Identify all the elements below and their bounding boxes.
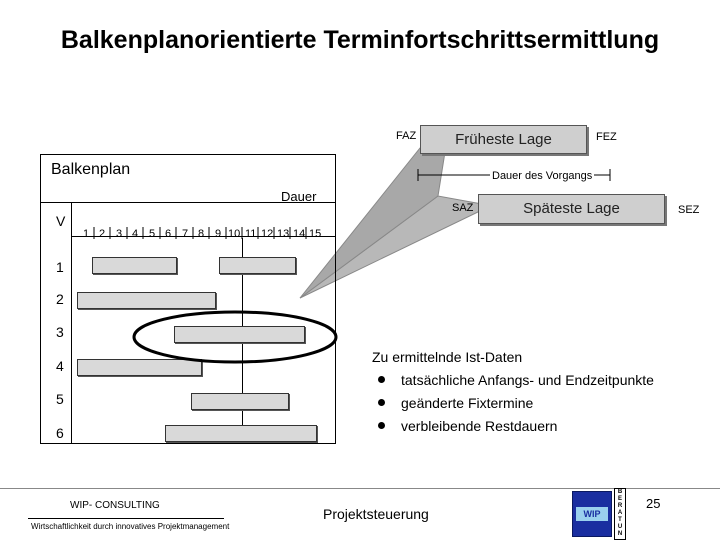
scale-tick: 5 [149, 228, 156, 240]
faz-label: FAZ [396, 130, 417, 142]
row-number: 6 [56, 425, 64, 441]
footer-tagline: Wirtschaftlichkeit durch innovatives Projektmanagement [31, 522, 230, 531]
task-bar-5 [191, 393, 289, 410]
scale-tick: 1 [83, 228, 90, 240]
scale-tick: 6 [165, 228, 172, 240]
logo-vertical-letters [614, 488, 626, 540]
row-number: 4 [56, 358, 64, 374]
legend-item-text: verbleibende Restdauern [401, 418, 558, 434]
footer-underline [28, 518, 224, 519]
task-bar-1b [219, 257, 296, 274]
logo-letter: T [618, 517, 622, 523]
saz-label: SAZ [452, 202, 474, 214]
legend-item-text: geänderte Fixtermine [401, 395, 534, 411]
footer-company: WIP- CONSULTING [70, 500, 160, 511]
scale-tick: 2 [99, 228, 106, 240]
logo-letter: B [617, 489, 623, 495]
logo-text: WIP [576, 507, 608, 521]
legend-item [372, 392, 654, 415]
task-bar-2 [77, 292, 216, 309]
scale-tick: 11 [245, 228, 257, 240]
scale-tick: 13 [277, 228, 290, 240]
logo-letter: U [617, 524, 623, 530]
bullet-icon [378, 376, 385, 383]
row-header-label: V [56, 213, 66, 229]
page-number: 25 [646, 496, 661, 511]
task-bar-1a [92, 257, 177, 274]
row-number: 5 [56, 391, 64, 407]
footer-divider [0, 488, 720, 489]
logo-letter: A [617, 510, 623, 516]
highlight-ellipse [130, 308, 340, 366]
row-number: 3 [56, 324, 64, 340]
logo-letter: N [617, 531, 623, 537]
row-number: 2 [56, 291, 64, 307]
scale-tick: 15 [309, 228, 322, 240]
latest-position-box [478, 194, 665, 224]
task-bar-6 [165, 425, 317, 442]
gantt-chart [40, 154, 336, 444]
gantt-duration-label: Dauer [281, 189, 317, 204]
legend-heading: Zu ermittelnde Ist-Daten [372, 349, 523, 365]
earliest-position-label: Früheste Lage [455, 131, 552, 148]
scale-tick: 4 [132, 228, 139, 240]
sez-label: SEZ [678, 204, 700, 216]
page-title: Balkenplanorientierte Terminfortschrittsermittlung [60, 26, 660, 54]
legend-item [372, 369, 654, 392]
scale-separators [41, 225, 335, 239]
legend [372, 346, 654, 438]
scale-tick: 9 [215, 228, 222, 240]
logo-letter: E [617, 496, 622, 502]
scale-tick: 8 [198, 228, 205, 240]
gantt-header [41, 155, 335, 203]
duration-label: Dauer des Vorgangs [492, 170, 593, 182]
legend-item-text: tatsächliche Anfangs- und Endzeitpunkte [401, 372, 654, 388]
wip-logo [572, 491, 612, 537]
bullet-icon [378, 422, 385, 429]
fez-label: FEZ [596, 131, 617, 143]
scale-tick: 14 [293, 228, 306, 240]
scale-tick: 10 [228, 228, 241, 240]
scale-tick: 12 [261, 228, 274, 240]
earliest-position-box [420, 125, 587, 154]
logo-letter: R [617, 503, 623, 509]
scale-tick: 7 [182, 228, 189, 240]
latest-position-label: Späteste Lage [523, 200, 620, 217]
legend-item [372, 415, 654, 438]
scale-tick: 3 [116, 228, 123, 240]
row-number: 1 [56, 259, 64, 275]
bullet-icon [378, 399, 385, 406]
gantt-title: Balkenplan [51, 161, 131, 178]
footer-section: Projektsteuerung [323, 506, 429, 522]
